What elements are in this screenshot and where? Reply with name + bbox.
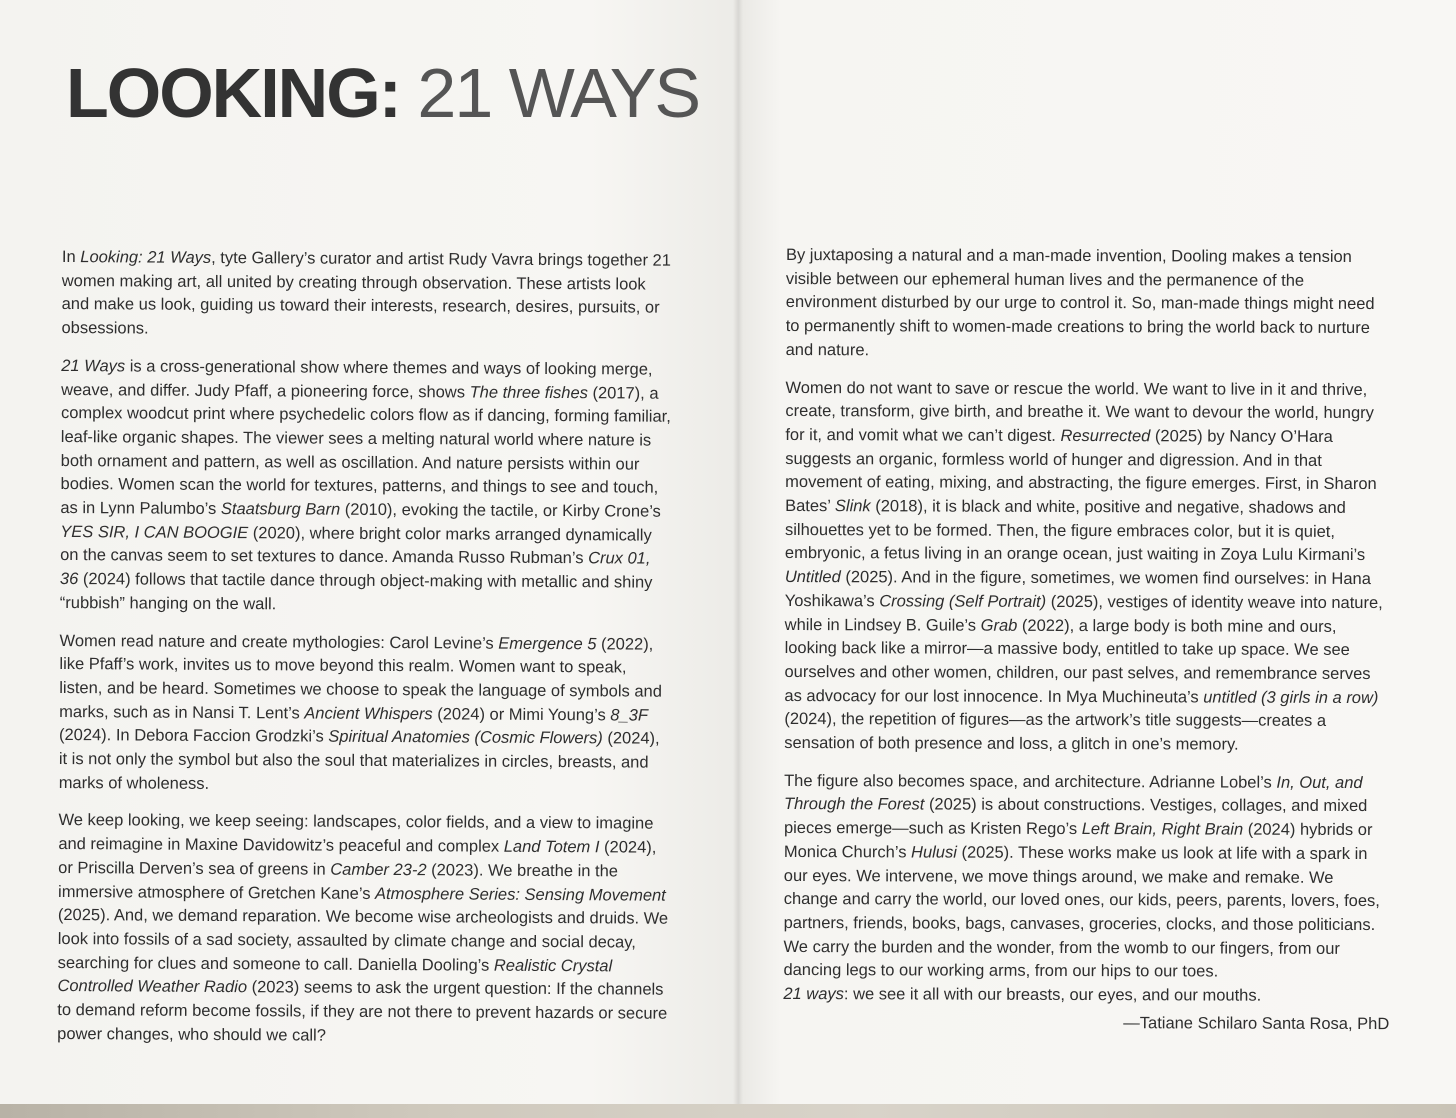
paragraph-women bbox=[784, 377, 1391, 758]
text-run: (2022), like Pfaff’s work, invites us to move beyond this realm. Women want to speak, listen, and be heard. Sometimes we choose to speak the language of symbols and marks, such as in Nansi T. Lent’s bbox=[59, 634, 662, 723]
text-run: (2024) follows that tactile dance through object-making with metallic and shiny “rubbish” hanging on the wall. bbox=[59, 570, 653, 614]
artwork-title: The three fishes bbox=[469, 383, 588, 402]
title-bold: LOOKING: bbox=[66, 54, 400, 132]
text-run: (2023). We breathe in the immersive atmosphere of Gretchen Kane’s bbox=[58, 861, 619, 903]
artwork-title: Atmosphere Series: Sensing Movement bbox=[375, 884, 666, 905]
text-run: In bbox=[61, 247, 81, 267]
artwork-title: Left Brain, Right Brain bbox=[1081, 820, 1244, 839]
text-run: (2022), a large body is both mine and ours, looking back like a mirror—a massive body, entitled to take up space. We see ourselves and other women, children, our past selves, and remembrance serves as advocacy for our lost innocence. In Mya Muchineuta’s bbox=[784, 616, 1371, 707]
artwork-title: Spiritual Anatomies (Cosmic Flowers) bbox=[328, 727, 603, 748]
text-run: (2024), the repetition of figures—as the artwork’s title suggests—creates a sensation of both presence and loss, a glitch in one’s memory. bbox=[784, 710, 1327, 754]
artwork-title: Crossing (Self Portrait) bbox=[879, 592, 1047, 611]
text-run: (2023) seems to ask the urgent question: If the channels to demand reform become fossils, if they are not there to prevent hazards or secure power changes, who should we call? bbox=[57, 978, 668, 1045]
artwork-title: Grab bbox=[980, 616, 1018, 635]
artwork-title: Resurrected bbox=[1060, 426, 1151, 446]
text-run: (2010), evoking the tactile, or Kirby Crone’s bbox=[340, 500, 661, 521]
text-run: (2024), or Priscilla Derven’s sea of greens in bbox=[58, 838, 657, 879]
paragraph-21-ways bbox=[60, 355, 674, 619]
artwork-title: In, Out, and Through the Forest bbox=[784, 773, 1363, 814]
artwork-title: untitled (3 girls in a row) bbox=[1203, 688, 1379, 707]
artwork-title: Untitled bbox=[784, 568, 841, 587]
text-run: By juxtaposing a natural and a man-made invention, Dooling makes a tension visible between our ephemeral human lives and the permanence of the environment disturbed by our urge to control it. So, man-made things might need to permanently shift to women-made creations to bring the world back to nurture and nature. bbox=[785, 245, 1375, 360]
text-run: (2024) or Mimi Young’s bbox=[432, 704, 611, 725]
right-text-column bbox=[783, 244, 1392, 1037]
artwork-title: Hulusi bbox=[911, 843, 957, 862]
table-surface-edge bbox=[0, 1104, 1456, 1118]
paragraph-keep-looking bbox=[57, 809, 670, 1050]
text-run: (2024) hybrids or Monica Church’s bbox=[783, 820, 1373, 862]
artwork-title: Camber 23-2 bbox=[330, 860, 427, 880]
text-run: The figure also becomes space, and architecture. Adrianne Lobel’s bbox=[784, 771, 1277, 792]
exhibition-title: 21 ways bbox=[783, 985, 844, 1004]
text-run: (2025) by Nancy O’Hara suggests an organic, formless world of hunger and digression. And in that movement of eating, mixing, and abstracting, the figure emerges. First, in Sharon Bates’ bbox=[785, 427, 1377, 516]
artwork-title: Realistic Crystal Controlled Weather Radio bbox=[57, 956, 613, 997]
text-run: (2025), vestiges of identity weave into nature, while in Lindsey B. Guile’s bbox=[784, 592, 1383, 635]
paragraph-juxtaposing bbox=[786, 244, 1392, 365]
text-run: (2025) is about constructions. Vestiges, collages, and mixed pieces emerge—such as Kristen Rego’s bbox=[783, 795, 1368, 839]
paragraph-mythologies bbox=[59, 630, 672, 800]
text-run: (2017), a complex woodcut print where psychedelic colors flow as if dancing, forming familiar, leaf-like organic shapes. The viewer sees a melting natural world where nature is both ornament and pattern, as well as oscillation. And nature persists within our bodies. Women scan the world for textures, patterns, and things to see and touch, as in Lynn Palumbo’s bbox=[60, 383, 671, 519]
artwork-title: Slink bbox=[834, 497, 871, 516]
text-run: (2025). And in the figure, sometimes, we women find ourselves: in Hana Yoshikawa’s bbox=[784, 568, 1371, 611]
text-run: (2024), it is not only the symbol but also the soul that materializes in circles, breasts, and marks of wholeness. bbox=[58, 729, 660, 793]
exhibition-title: Looking: 21 Ways bbox=[80, 248, 212, 267]
text-run: (2018), it is black and white, positive and negative, shadows and silhouettes yet to be formed. Then, the figure embraces color, but it is quiet, embryonic, a fetus living in an orange ocean, just waiting in Zoya Lulu Kirmani’s bbox=[784, 497, 1366, 565]
artwork-title: Crux 01, 36 bbox=[59, 549, 651, 589]
text-run: Women read nature and create mythologies: Carol Levine’s bbox=[59, 631, 499, 653]
text-run: (2025). And, we demand reparation. We become wise archeologists and druids. We look into fossils of a sad society, assaulted by climate change and social decay, searching for clues and someone to call. Daniella Dooling’s bbox=[57, 906, 669, 975]
exhibition-title: 21 Ways bbox=[61, 356, 126, 376]
text-run: (2024). In Debora Faccion Grodzki’s bbox=[58, 726, 329, 746]
artwork-title: 8_3F bbox=[610, 706, 648, 725]
paragraph-figure-space bbox=[783, 770, 1390, 1009]
artwork-title: Staatsburg Barn bbox=[220, 500, 341, 519]
text-run: : we see it all with our breasts, our eyes, and our mouths. bbox=[843, 985, 1262, 1005]
artwork-title: Emergence 5 bbox=[498, 634, 597, 653]
artwork-title: Land Totem I bbox=[503, 837, 600, 857]
text-run: , tyte Gallery’s curator and artist Rudy Vavra brings together 21 women making art, all united by creating through observation. These artists look and make us look, guiding us toward their interests, research, desires, pursuits, or obsessions. bbox=[61, 248, 671, 338]
author-signature: —Tatiane Schilaro Santa Rosa, PhD bbox=[1123, 1013, 1390, 1033]
left-text-column bbox=[57, 246, 674, 1064]
title-light: 21 WAYS bbox=[417, 54, 700, 132]
text-run: We keep looking, we keep seeing: landscapes, color fields, and a view to imagine and reimagine in Maxine Davidowitz’s peaceful and complex bbox=[58, 811, 654, 856]
text-run: (2020), where bright color marks arranged dynamically on the canvas seem to set textures to dance. Amanda Russo Rubman’s bbox=[60, 523, 652, 568]
text-run: Women do not want to save or rescue the world. We want to live in it and thrive, create, transform, give birth, and breathe it. We want to devour the world, hungry for it, and vomit what we can’t digest. bbox=[785, 378, 1374, 445]
text-run: (2025). These works make us look at life with a spark in our eyes. We intervene, we move things around, we make and remake. We change and carry the world, our loved ones, our kids, peers, parents, lovers, foes, partners, friends, books, bags, canvases, groceries, clocks, and those politicians. We carry the burden and the wonder, from the womb to our fingers, from our dancing legs to our working arms, from our hips to our toes. bbox=[783, 843, 1380, 981]
artwork-title: YES SIR, I CAN BOOGIE bbox=[60, 522, 249, 542]
artwork-title: Ancient Whispers bbox=[304, 704, 433, 723]
page-title bbox=[66, 48, 699, 138]
book-gutter bbox=[733, 0, 743, 1108]
paragraph-intro bbox=[61, 246, 674, 345]
text-run: is a cross-generational show where themes and ways of looking merge, weave, and differ. Judy Pfaff, a pioneering force, shows bbox=[61, 357, 653, 402]
